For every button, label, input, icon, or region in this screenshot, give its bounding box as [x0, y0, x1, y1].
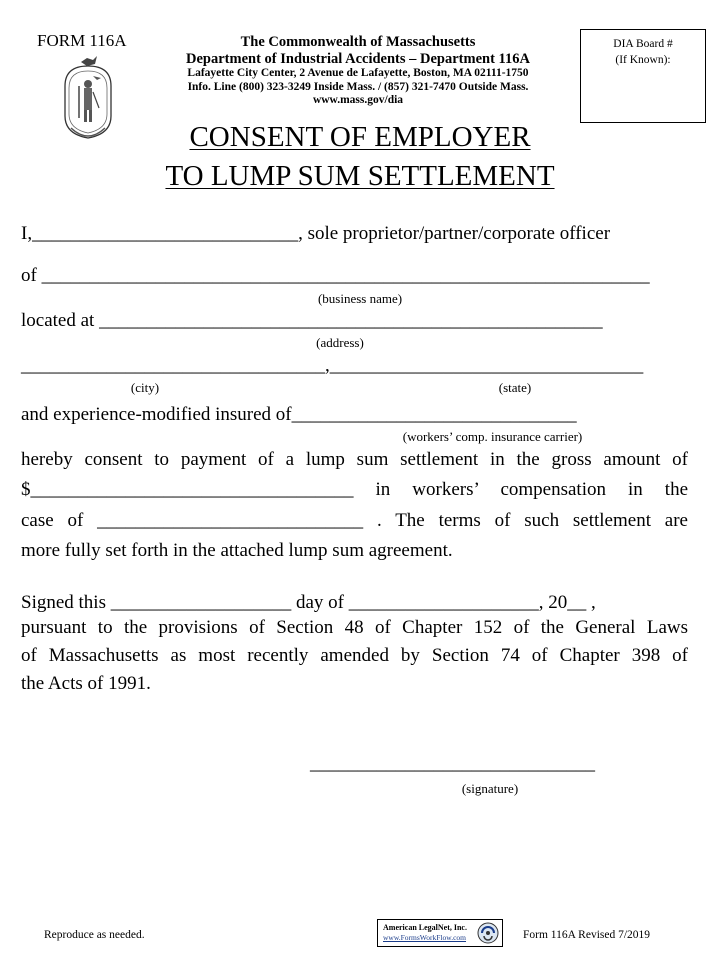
state-caption: (state) — [498, 380, 532, 395]
business-name-caption: (business name) — [317, 291, 403, 306]
form-revision: Form 116A Revised 7/2019 — [523, 929, 651, 941]
city-caption: (city) — [130, 380, 160, 395]
agency-phone: Info. Line (800) 323-3249 Inside Mass. / (857) 321-7470 Outside Mass. — [187, 80, 529, 93]
form-number: FORM 116A — [37, 31, 127, 50]
form-title-line2: TO LUMP SUM SETTLEMENT — [165, 160, 555, 192]
form-title-line1: CONSENT OF EMPLOYER — [189, 121, 531, 153]
business-name-field[interactable]: of ________________________________________________________________ — [21, 265, 650, 286]
case-number-field[interactable]: case of ____________________________ . The terms of such settlement are — [21, 510, 688, 531]
carrier-caption: (workers’ comp. insurance carrier) — [402, 429, 583, 444]
dia-board-label: DIA Board # — [613, 38, 673, 50]
employer-name-field[interactable]: I,____________________________, sole proprietor/partner/corporate officer — [21, 223, 611, 244]
signed-date-field[interactable]: Signed this ___________________ day of ____________________, 20__ , — [21, 592, 596, 613]
dia-board-number-field[interactable] — [580, 29, 706, 123]
logo-name: American LegalNet, Inc. — [383, 923, 467, 932]
statute-line2: of Massachusetts as most recently amended by Section 74 of Chapter 398 of — [21, 645, 688, 666]
agency-website: www.mass.gov/dia — [312, 93, 404, 106]
dia-board-sublabel: (If Known): — [615, 53, 671, 66]
insurance-carrier-field[interactable]: and experience-modified insured of______________________________ — [21, 404, 577, 425]
american-legalnet-logo[interactable] — [377, 919, 503, 947]
reproduce-note: Reproduce as needed. — [44, 929, 145, 941]
signature-caption: (signature) — [461, 781, 519, 796]
department-name: Department of Industrial Accidents – Department 116A — [186, 50, 530, 67]
gross-amount-field[interactable]: $__________________________________ in workers’ compensation in the — [21, 479, 688, 500]
agency-name: The Commonwealth of Massachusetts — [240, 34, 476, 50]
address-caption: (address) — [316, 335, 364, 350]
consent-paragraph-line4: more fully set forth in the attached lump sum agreement. — [21, 540, 453, 561]
address-field[interactable]: located at _____________________________________________________ — [21, 310, 603, 331]
agency-header — [150, 34, 566, 107]
globe-icon — [477, 922, 499, 944]
agency-address: Lafayette City Center, 2 Avenue de Lafayette, Boston, MA 02111-1750 — [187, 67, 529, 80]
consent-paragraph-line1: hereby consent to payment of a lump sum settlement in the gross amount of — [21, 449, 688, 470]
logo-url[interactable]: www.FormsWorkFlow.com — [383, 933, 467, 942]
city-state-field[interactable]: ________________________________,_________________________________ — [21, 355, 644, 376]
statute-line3: the Acts of 1991. — [21, 673, 151, 694]
signature-field[interactable]: ______________________________ — [310, 753, 595, 774]
statute-line1: pursuant to the provisions of Section 48 of Chapter 152 of the General Laws — [21, 617, 688, 638]
